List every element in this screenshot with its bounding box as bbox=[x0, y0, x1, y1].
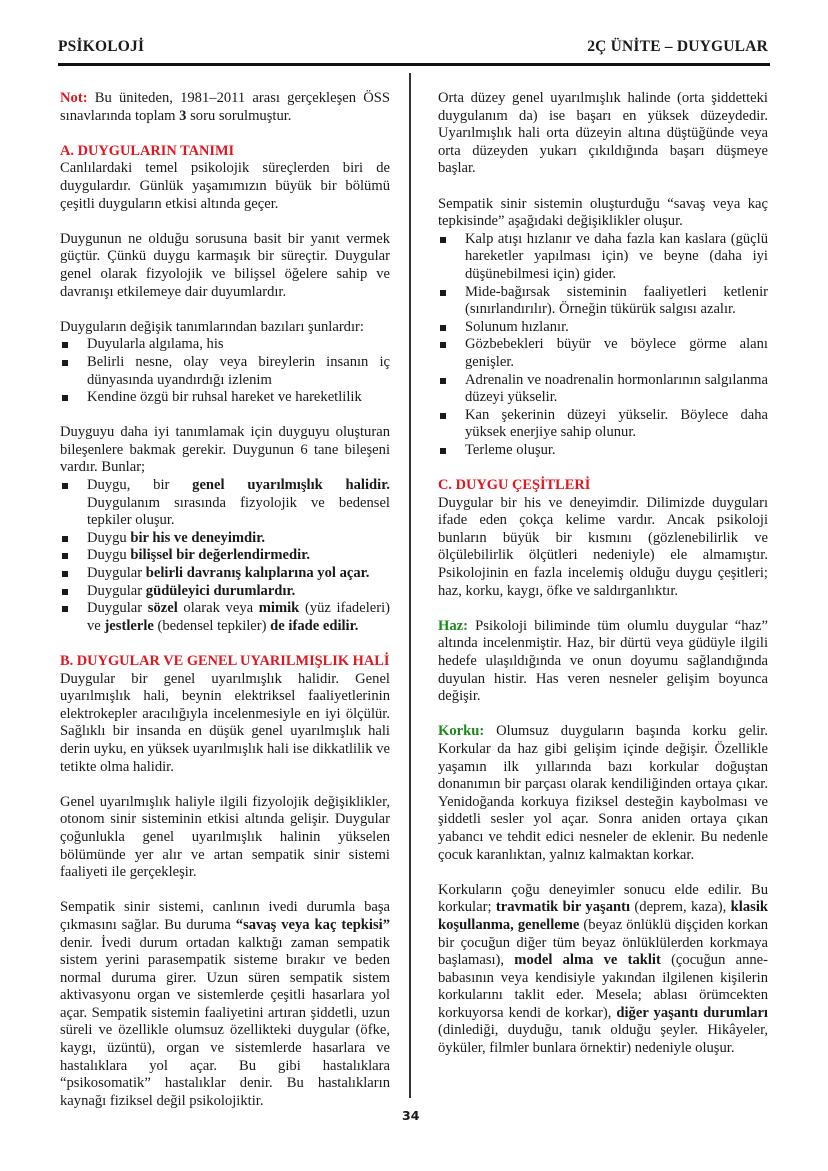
note-paragraph: Not: Bu üniteden, 1981–2011 arası gerçekleşen ÖSS sınavlarında toplam 3 soru sorulmuştur. bbox=[60, 90, 390, 124]
list-item: Duyularla algılama, his bbox=[60, 336, 390, 354]
paragraph: Orta düzey genel uyarılmışlık halinde (orta şiddetteki duygulanım da) ise başarı en yüksek düzeydedir. Uyarılmışlık hali orta düzeyin altına düştüğünde veya orta düzeyden yukarı çıkıldığında başarı düşmeye başlar. bbox=[438, 90, 768, 177]
list-item: Terleme oluşur. bbox=[438, 442, 768, 460]
left-column bbox=[60, 90, 390, 1128]
paragraph: Duygunun ne olduğu sorusuna basit bir yanıt vermek güçtür. Çünkü duygu karmaşık bir süreçtir. Duygular genel olarak fizyolojik ve bilişsel öğelere sahip ve davranışı etkilemeye dair duyumlardır. bbox=[60, 230, 390, 300]
section-c-title: C. DUYGU ÇEŞİTLERİ bbox=[438, 477, 591, 494]
list-item: Kalp atışı hızlanır ve daha fazla kan kaslara (güçlü hareketler yapılması için) ve beyne (daha iyi düşünebilmesi için) gider. bbox=[438, 231, 768, 284]
list-item: Belirli nesne, olay veya bireylerin insanın iç dünyasında uyandırdığı izlenim bbox=[60, 354, 390, 389]
list-item: Kendine özgü bir ruhsal hareket ve hareketlilik bbox=[60, 389, 390, 407]
haz-label: Haz: bbox=[438, 617, 468, 634]
paragraph: Duygular bir his ve deneyimdir. Dilimizde duyguları ifade eden çokça kelime vardır. Ancak psikoloji bunların büyük bir kısmını (gözlenebilirlik ve ölçülebilirlik ölçütleri nedeniyle) ele almamıştır. Psikolojinin en fazla incelemiş olduğu duygu çeşitleri; haz, korku, kaygı, öfke ve saldırganlıktır. bbox=[438, 494, 768, 599]
list-item: Gözbebekleri büyür ve böylece görme alanı genişler. bbox=[438, 336, 768, 371]
note-label: Not: bbox=[60, 90, 88, 106]
section-b-title: B. DUYGULAR VE GENEL UYARILMIŞLIK HALİ bbox=[60, 653, 390, 669]
list-item: Duygu bilişsel bir değerlendirmedir. bbox=[60, 547, 390, 565]
column-divider bbox=[409, 73, 411, 1098]
page-header bbox=[58, 38, 768, 62]
components-list bbox=[60, 477, 390, 635]
paragraph: Genel uyarılmışlık haliyle ilgili fizyolojik değişiklikler, otonom sinir sisteminin etkisi altında gelişir. Duygular çoğunlukla genel uyarılmışlık halinin yükselen bölümünde yer alır ve artan sempatik sinir sistemi faaliyeti ile gerçekleşir. bbox=[60, 793, 390, 881]
paragraph: Duygular bir genel uyarılmışlık halidir. Genel uyarılmışlık hali, beynin elektriksel faaliyetlerinin elektrokepler aracılığıyla incelenmesiyle en iyi ölçülür. Sağlıklı bir insanda en düşük genel uyarılmışlık hali derin uyku, en yüksek uyarılmışlık hali ise dikkatlilik ve tetikte olma halidir. bbox=[60, 670, 390, 775]
header-subject: PSİKOLOJİ bbox=[58, 38, 145, 55]
list-item: Duygular sözel olarak veya mimik (yüz ifadeleri) ve jestlerle (bedensel tepkiler) de ifade edilir. bbox=[60, 600, 390, 635]
right-column bbox=[438, 90, 768, 1075]
paragraph: Sempatik sinir sistemi, canlının ivedi durumla başa çıkmasını sağlar. Bu duruma “savaş veya kaç tepkisi” denir. İvedi durum ortadan kalktığı zaman sempatik sistem yerini parasempatik sisteme bırakır ve beden normal duruma girer. Uzun süren sempatik sistem aktivasyonu organ ve sistemlerde çeşitli hasarlara yol açar. Sempatik sistemin faaliyetini artıran şiddetli, uzun süreli ve özellikle olumsuz özellikteki duygular (öfke, kaygı, üzüntü), organ ve sistemlerde hasarlara ve hastalıklara yol açar. Bu gibi hastalıklara “psikosomatik” hastalıklar denir. Bu hastalıkların kaynağı fiziksel değil psikolojiktir. bbox=[60, 899, 391, 1109]
list-item: Duygular belirli davranış kalıplarına yol açar. bbox=[60, 565, 390, 583]
paragraph: Duyguların değişik tanımlarından bazıları şunlardır: bbox=[60, 318, 364, 335]
definitions-list bbox=[60, 336, 390, 406]
list-item: Duygu, bir genel uyarılmışlık halidir. Duygulanım sırasında fizyolojik ve bedensel tepkiler oluşur. bbox=[60, 477, 390, 530]
list-item: Duygular güdüleyici durumlardır. bbox=[60, 583, 390, 601]
list-item: Mide-bağırsak sisteminin faaliyetleri ketlenir (sınırlandırılır). Örneğin tükürük salgısı azalır. bbox=[438, 284, 768, 319]
list-item: Kan şekerinin düzeyi yükselir. Böylece daha yüksek enerjiye sahip olunur. bbox=[438, 407, 768, 442]
header-unit-title: 2Ç ÜNİTE – DUYGULAR bbox=[587, 38, 768, 55]
paragraph: Sempatik sinir sistemin oluşturduğu “savaş veya kaç tepkisinde” aşağıdaki değişiklikler oluşur. bbox=[438, 195, 768, 230]
korku-paragraph: Korku: Olumsuz duyguların başında korku gelir. Korkular da haz gibi gelişim içinde değişir. Özellikle yaşamın ilk yıllarında bazı korkular doğuştan donanımın bir parçası olarak kendiliğinden ortaya çıkar. Yenidoğanda korkuya fiziksel desteğin kaybolması ve şiddetli sesler yol açar. Sonra aniden ortaya çıkan yabancı ve tehdit edici nesneler de eklenir. Bu nedenle çocuk karanlıktan, yalnız kalmaktan korkar. bbox=[438, 723, 768, 863]
paragraph: Korkuların çoğu deneyimler sonucu elde edilir. Bu korkular; travmatik bir yaşantı (deprem, kaza), klasik koşullanma, genelleme (beyaz önlüklü dişçiden korkan bir çocuğun diğer tüm beyaz önlüklülerden korkmaya başlaması), model alma ve taklit (çocuğun anne-babasının veya kendisiyle yakından ilgilenen kişilerin korkularını taklit eder. Mesela; ablası örümcekten korkuyorsa kendi de korkar), diğer yaşantı durumları (dinlediği, duyduğu, tanık olduğu şeyler. Hikâyeler, öyküler, filmler bunlara örnektir) nedeniyle oluşur. bbox=[438, 881, 769, 1057]
page-number: 34 bbox=[402, 1108, 420, 1123]
list-item: Adrenalin ve noadrenalin hormonlarının salgılanma düzeyi yükselir. bbox=[438, 372, 768, 407]
haz-paragraph: Haz: Psikoloji biliminde tüm olumlu duygular “haz” altında incelenmiştir. Haz, bir dürtü veya güdüyle ilgili hedefe ulaşıldığında ve onun doyumu sağlandığında duyulan histir. Has veren nesneler gelişim boyunca değişir. bbox=[438, 617, 768, 705]
paragraph: Canlılardaki temel psikolojik süreçlerden biri de duygulardır. Günlük yaşamımızın büyük bir bölümü çeşitli duyguların etkisi altında geçer. bbox=[60, 160, 390, 212]
changes-list bbox=[438, 231, 768, 460]
list-item: Solunum hızlanır. bbox=[438, 319, 768, 337]
list-item: Duygu bir his ve deneyimdir. bbox=[60, 530, 390, 548]
korku-label: Korku: bbox=[438, 723, 485, 740]
section-a-title: A. DUYGULARIN TANIMI bbox=[60, 142, 235, 159]
header-rule bbox=[58, 63, 770, 66]
paragraph: Duyguyu daha iyi tanımlamak için duyguyu oluşturan bileşenlere bakmak gerekir. Duygunun 6 tane bileşeni vardır. Bunlar; bbox=[60, 424, 390, 476]
